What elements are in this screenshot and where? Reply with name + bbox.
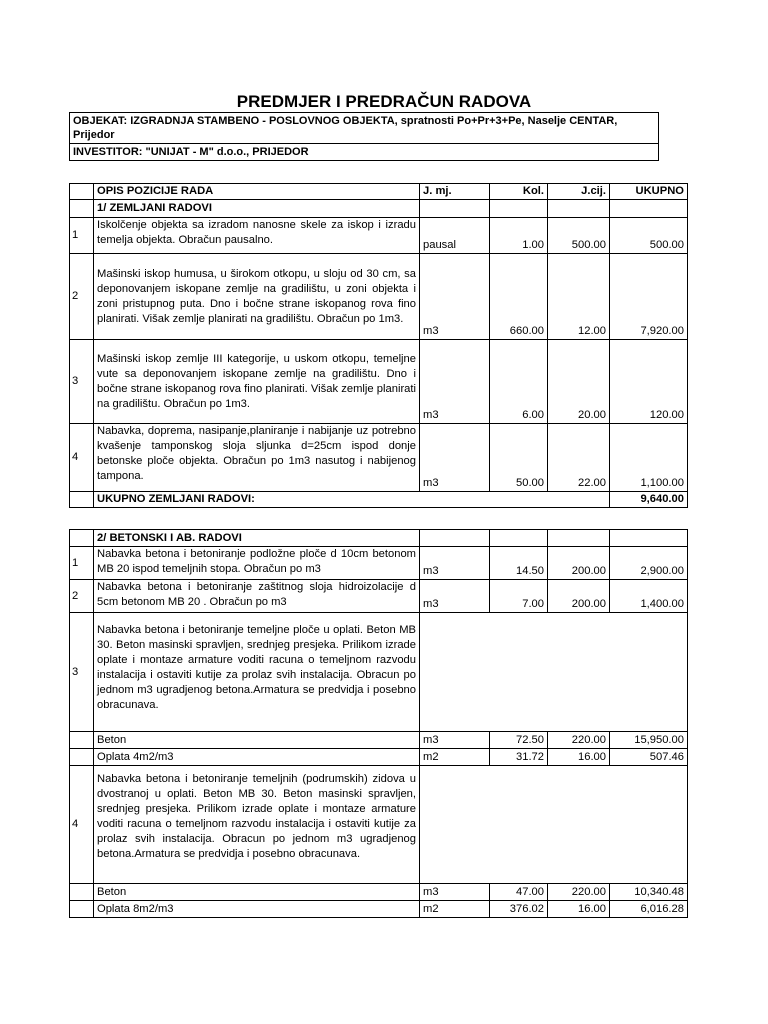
col-kol: Kol.	[490, 184, 548, 200]
section2-table	[69, 529, 688, 918]
section1-total-label: UKUPNO ZEMLJANI RADOVI:	[94, 492, 610, 508]
section1-total-value: 9,640.00	[610, 492, 688, 508]
section1-table	[69, 183, 688, 508]
section1-title: 1/ ZEMLJANI RADOVI	[94, 200, 420, 218]
project-header	[69, 112, 659, 161]
col-jcij: J.cij.	[548, 184, 610, 200]
sub-row: Beton m3 72.50 220.00 15,950.00	[70, 732, 688, 749]
sub-row: Oplata 8m2/m3 m2 376.02 16.00 6,016.28	[70, 901, 688, 918]
col-jmj: J. mj.	[420, 184, 490, 200]
table-row: 4 Nabavka betona i betoniranje temeljnih (podrumskih) zidova u dvostranoj u oplati. Beton MB 30. Beton masinski spravljen, srednjeg presjeka. Prilikom izrade oplate i montaze armature voditi racuna o temeljnom razvodu instalacija i ostaviti kutije za prolaz svih instalacija. Obracun po jednom m3 ugradjenog betona.Armatura se predvidja i posebno obracunava.	[70, 766, 688, 884]
sub-row: Oplata 4m2/m3 m2 31.72 16.00 507.46	[70, 749, 688, 766]
col-opis: OPIS POZICIJE RADA	[94, 184, 420, 200]
investitor-label: INVESTITOR: "UNIJAT - M" d.o.o., PRIJEDOR	[70, 144, 659, 161]
page-title: PREDMJER I PREDRAČUN RADOVA	[236, 92, 532, 111]
objekat-label: OBJEKAT: IZGRADNJA STAMBENO - POSLOVNOG OBJEKTA, spratnosti Po+Pr+3+Pe, Naselje CENTAR, Prijedor	[70, 113, 659, 144]
section-title-row	[70, 530, 688, 547]
section-title-row	[70, 200, 688, 218]
table-row: 2 Mašinski iskop humusa, u širokom otkopu, u sloju od 30 cm, sa deponovanjem iskopane zemlje na gradilištu, u zoni objekta i zoni pristupnog puta. Dno i bočne strane iskopanog rova fino planirati. Višak zemlje planirati na gradilištu. Obračun po 1m3. m3 660.00 12.00 7,920.00	[70, 254, 688, 340]
table-row: 1 Iskolčenje objekta sa izradom nanosne skele za iskop i izradu temelja objekta. Obračun pausalno. pausal 1.00 500.00 500.00	[70, 218, 688, 254]
table-row: 4 Nabavka, doprema, nasipanje,planiranje i nabijanje uz potrebno kvašenje tamponskog sloja sljunka d=25cm ispod donje betonske ploče objekta. Obračun po 1m3 nasutog i nabijenog tampona. m3 50.00 22.00 1,100.00	[70, 424, 688, 492]
section-total-row	[70, 492, 688, 508]
section2-title: 2/ BETONSKI I AB. RADOVI	[94, 530, 420, 547]
table-row: 1 Nabavka betona i betoniranje podložne ploče d 10cm betonom MB 20 ispod temeljnih stopa. Obračun po m3 m3 14.50 200.00 2,900.00	[70, 547, 688, 580]
table-row: 2 Nabavka betona i betoniranje zaštitnog sloja hidroizolacije d 5cm betonom MB 20 . Obračun po m3 m3 7.00 200.00 1,400.00	[70, 580, 688, 613]
sub-row: Beton m3 47.00 220.00 10,340.48	[70, 884, 688, 901]
table-row: 3 Nabavka betona i betoniranje temeljne ploče u oplati. Beton MB 30. Beton masinski spravljen, srednjeg presjeka. Prilikom izrade oplate i montaze armature voditi racuna o temeljnom razvodu instalacija i ostaviti kutije za prolaz svih instalacija. Obracun po jednom m3 ugradjenog betona.Armatura se predvidja i posebno obracunava.	[70, 613, 688, 732]
col-ukupno: UKUPNO	[610, 184, 688, 200]
column-header-row	[70, 184, 688, 200]
table-row: 3 Mašinski iskop zemlje III kategorije, u uskom otkopu, temeljne vute sa deponovanjem iskopane zemlje na gradilištu. Dno i bočne strane iskopanog rova fino planirati. Višak zemlje planirati na gradilištu. Obračun po 1m3. m3 6.00 20.00 120.00	[70, 340, 688, 424]
